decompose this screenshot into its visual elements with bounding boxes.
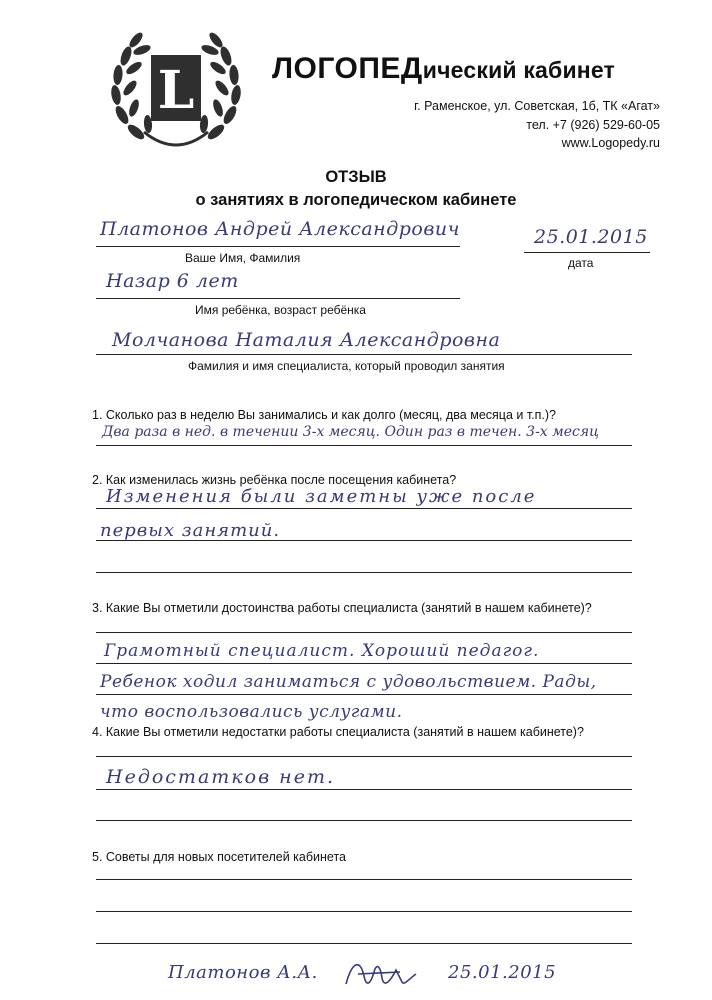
answer-2-line-1[interactable]: Изменения были заметны уже после — [106, 486, 537, 507]
child-label: Имя ребёнка, возраст ребёнка — [195, 303, 366, 317]
date-underline — [524, 252, 650, 253]
answer-4[interactable]: Недостатков нет. — [106, 766, 335, 788]
answer-5-rule-1 — [96, 879, 632, 880]
logo-letter: L — [157, 60, 195, 121]
answer-3-line-3[interactable]: что воспользовались услугами. — [100, 702, 403, 722]
logo-laurel-icon — [96, 20, 256, 160]
brand-title-caps: ЛОГОПЕД — [272, 52, 423, 85]
answer-3-rule-2 — [96, 694, 632, 695]
child-underline — [96, 298, 460, 299]
signature-date: 25.01.2015 — [448, 962, 557, 983]
answer-4-rule-2 — [96, 820, 632, 821]
answer-3-line-1[interactable]: Грамотный специалист. Хороший педагог. — [104, 641, 540, 661]
address: г. Раменское, ул. Советская, 1б, ТК «Агат» — [414, 99, 660, 113]
answer-4-rule-1 — [96, 789, 632, 790]
question-5: 5. Советы для новых посетителей кабинета — [92, 850, 346, 864]
answer-1-line — [96, 445, 632, 446]
website-link[interactable]: www.Logopedy.ru — [561, 136, 660, 150]
answer-1[interactable]: Два раза в нед. в течении 3-х месяц. Один раз в течен. 3-х месяц — [102, 424, 599, 440]
name-value[interactable]: Платонов Андрей Александрович — [100, 218, 460, 240]
specialist-value[interactable]: Молчанова Наталия Александровна — [112, 329, 501, 351]
answer-4-rule-0 — [96, 756, 632, 757]
answer-3-rule-0 — [96, 632, 632, 633]
answer-3-rule-1 — [96, 663, 632, 664]
form-title: ОТЗЫВ — [325, 168, 387, 186]
answer-3-line-2[interactable]: Ребенок ходил заниматься с удовольствием. Рады, — [100, 672, 597, 692]
brand-title-rest: ический кабинет — [422, 57, 616, 83]
question-1: 1. Сколько раз в неделю Вы занимались и как долго (месяц, два месяца и т.п.)? — [92, 408, 556, 422]
specialist-underline — [96, 354, 632, 355]
brand-title — [272, 52, 615, 86]
signature-icon — [340, 952, 420, 994]
answer-5-rule-3 — [96, 943, 632, 944]
date-value[interactable]: 25.01.2015 — [534, 226, 648, 248]
question-2: 2. Как изменилась жизнь ребёнка после посещения кабинета? — [92, 473, 457, 487]
signature-name: Платонов А.А. — [168, 962, 318, 983]
answer-2-rule-1 — [96, 508, 632, 509]
answer-2-line-2[interactable]: первых занятий. — [100, 520, 281, 541]
specialist-label: Фамилия и имя специалиста, который проводил занятия — [188, 359, 505, 373]
answer-5-rule-2 — [96, 911, 632, 912]
phone: тел. +7 (926) 529-60-05 — [526, 118, 660, 132]
answer-2-rule-3 — [96, 572, 632, 573]
child-value[interactable]: Назар 6 лет — [106, 270, 239, 292]
question-3: 3. Какие Вы отметили достоинства работы специалиста (занятий в нашем кабинете)? — [92, 601, 592, 615]
question-4: 4. Какие Вы отметили недостатки работы специалиста (занятий в нашем кабинете)? — [92, 725, 584, 739]
date-label: дата — [568, 256, 594, 270]
name-label: Ваше Имя, Фамилия — [185, 251, 301, 265]
form-subtitle: о занятиях в логопедическом кабинете — [195, 191, 517, 209]
answer-2-rule-2 — [96, 540, 632, 541]
name-underline — [96, 246, 460, 247]
